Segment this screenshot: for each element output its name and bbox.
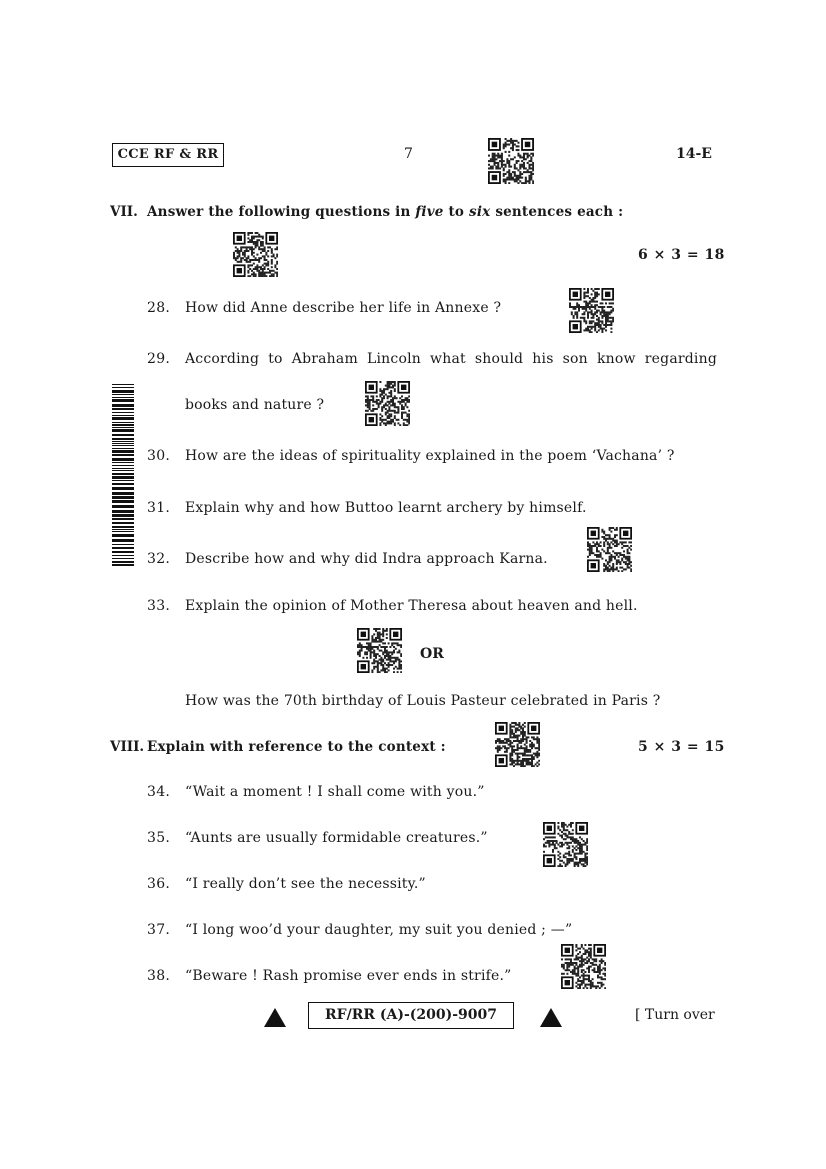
question-35-text: “Aunts are usually formidable creatures.” [185,830,488,846]
question-29-number: 29. [147,351,171,367]
qr-code-icon [569,288,614,333]
question-37-text: “I long woo’d your daughter, my suit you denied ; —” [185,922,573,938]
or-separator: OR [420,646,444,662]
turn-over-note: [ Turn over [635,1007,715,1023]
question-29-text-continued: books and nature ? [185,397,325,413]
question-32-text: Describe how and why did Indra approach Karna. [185,551,548,567]
question-36-text: “I really don’t see the necessity.” [185,876,426,892]
barcode-icon [112,384,134,566]
exam-code-box: CCE RF & RR [112,143,224,167]
qr-code-icon [488,138,534,184]
section-viii-number: VIII. [110,739,145,755]
page-number: 7 [404,146,413,162]
question-33-text: Explain the opinion of Mother Theresa about heaven and hell. [185,598,638,614]
question-28-number: 28. [147,300,171,316]
qr-code-icon [561,944,606,989]
question-35-number: 35. [147,830,171,846]
section-viii-marks: 5 × 3 = 15 [638,739,725,755]
question-34-text: “Wait a moment ! I shall come with you.” [185,784,485,800]
section-vii-number: VII. [110,204,138,220]
question-30-number: 30. [147,448,171,464]
section-viii-title: Explain with reference to the context : [147,739,446,755]
question-29-text: According to Abraham Lincoln what should his son know regarding [185,351,717,367]
question-28-text: How did Anne describe her life in Annexe ? [185,300,502,316]
footer-paper-code: RF/RR (A)-(200)-9007 [308,1002,514,1029]
qr-code-icon [587,527,632,572]
qr-code-icon [543,822,588,867]
question-34-number: 34. [147,784,171,800]
qr-code-icon [365,381,410,426]
section-vii-title: Answer the following questions in five to six sentences each : [147,204,624,220]
qr-code-icon [233,232,278,277]
question-38-number: 38. [147,968,171,984]
question-33-number: 33. [147,598,171,614]
triangle-marker-icon [540,1008,562,1027]
question-31-number: 31. [147,500,171,516]
section-vii-marks: 6 × 3 = 18 [638,247,725,263]
question-36-number: 36. [147,876,171,892]
qr-code-icon [357,628,402,673]
question-31-text: Explain why and how Buttoo learnt archery by himself. [185,500,587,516]
question-30-text: How are the ideas of spirituality explained in the poem ‘Vachana’ ? [185,448,675,464]
question-32-number: 32. [147,551,171,567]
question-33-alternative-text: How was the 70th birthday of Louis Pasteur celebrated in Paris ? [185,693,661,709]
paper-code: 14-E [676,146,712,162]
question-38-text: “Beware ! Rash promise ever ends in strife.” [185,968,512,984]
qr-code-icon [495,722,540,767]
triangle-marker-icon [264,1008,286,1027]
question-37-number: 37. [147,922,171,938]
